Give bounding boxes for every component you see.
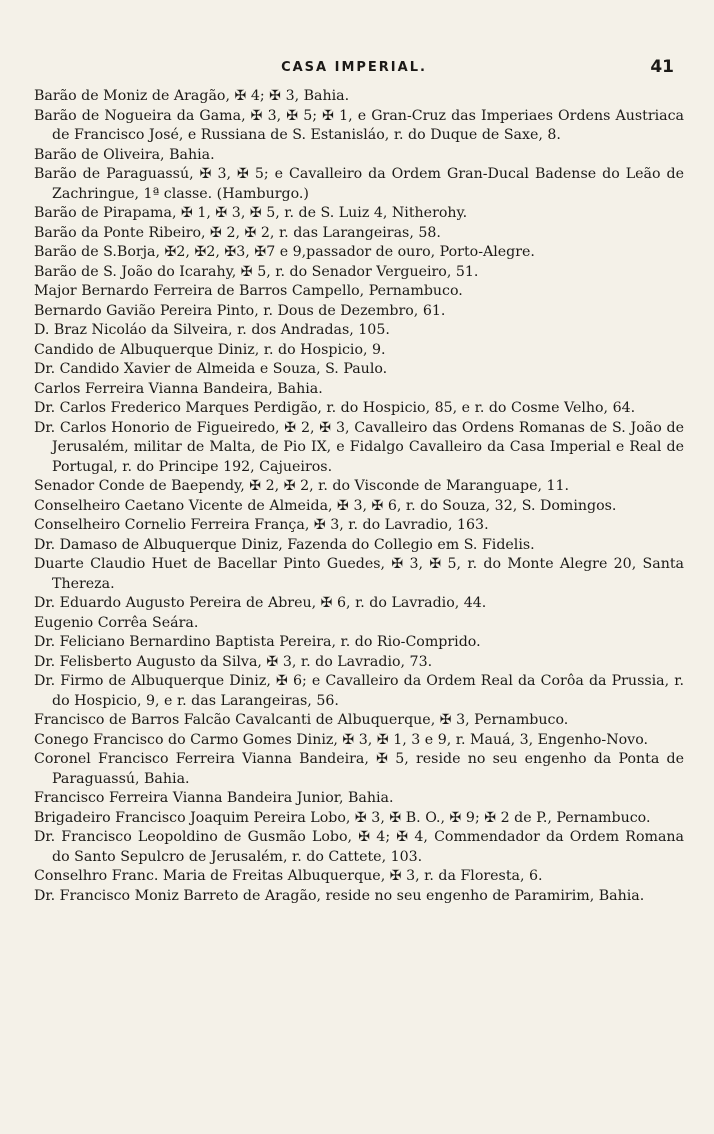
list-item: Dr. Felisberto Augusto da Silva, ✠ 3, r. do Lavradio, 73. xyxy=(34,653,433,670)
list-item: D. Braz Nicoláo da Silveira, r. dos Andradas, 105. xyxy=(34,322,390,338)
list-item: Conselhro Franc. Maria de Freitas Albuquerque, ✠ 3, r. da Floresta, 6. xyxy=(34,868,543,884)
list-item: Barão de Oliveira, Bahia. xyxy=(34,146,215,163)
list-item: Dr. Carlos Frederico Marques Perdigão, r. do Hospicio, 85, e r. do Cosme Velho, 64. xyxy=(34,400,636,416)
list-item: Brigadeiro Francisco Joaquim Pereira Lobo, ✠ 3, ✠ B. O., ✠ 9; ✠ 2 de P., Pernambuco. xyxy=(34,809,651,826)
list-item: Francisco de Barros Falcão Cavalcanti de Albuquerque, ✠ 3, Pernambuco. xyxy=(34,712,569,728)
page-number: 41 xyxy=(650,57,674,77)
list-item: Senador Conde de Baependy, ✠ 2, ✠ 2, r. do Visconde de Maranguape, 11. xyxy=(34,478,570,494)
list-item: Dr. Carlos Honorio de Figueiredo, ✠ 2, ✠ 3, Cavalleiro das Ordens Romanas de S. João de Jerusalém, militar de Malta, de Pio IX, e Fidalgo Cavalleiro da Casa Imperial e Real de Portugal, r. do Principe 192, Cajueiros. xyxy=(34,419,684,475)
list-item: Conselheiro Caetano Vicente de Almeida, ✠ 3, ✠ 6, r. do Souza, 32, S. Domingos. xyxy=(34,497,617,514)
list-item: Dr. Francisco Leopoldino de Gusmão Lobo, ✠ 4; ✠ 4, Commendador da Ordem Romana do Santo Sepulcro de Jerusalém, r. do Cattete, 103. xyxy=(34,829,684,865)
list-item: Barão da Ponte Ribeiro, ✠ 2, ✠ 2, r. das Larangeiras, 58. xyxy=(34,224,441,241)
list-item: Barão de Paraguassú, ✠ 3, ✠ 5; e Cavalleiro da Ordem Gran-Ducal Badense do Leão de Zachringue, 1ª classe. (Hamburgo.) xyxy=(34,166,684,202)
list-item: Carlos Ferreira Vianna Bandeira, Bahia. xyxy=(34,380,323,397)
list-item: Dr. Firmo de Albuquerque Diniz, ✠ 6; e Cavalleiro da Ordem Real da Corôa da Prussia, r. do Hospicio, 9, e r. das Larangeiras, 56. xyxy=(34,673,684,709)
list-item: Major Bernardo Ferreira de Barros Campello, Pernambuco. xyxy=(34,283,463,299)
list-item: Candido de Albuquerque Diniz, r. do Hospicio, 9. xyxy=(34,341,386,358)
list-item: Francisco Ferreira Vianna Bandeira Junior, Bahia. xyxy=(34,790,394,806)
list-item: Conego Francisco do Carmo Gomes Diniz, ✠ 3, ✠ 1, 3 e 9, r. Mauá, 3, Engenho-Novo. xyxy=(34,731,648,748)
entry-list xyxy=(34,87,684,906)
list-item: Barão de S.Borja, ✠2, ✠2, ✠3, ✠7 e 9,passador de ouro, Porto-Alegre. xyxy=(34,244,535,260)
list-item: Duarte Claudio Huet de Bacellar Pinto Guedes, ✠ 3, ✠ 5, r. do Monte Alegre 20, Santa Thereza. xyxy=(34,556,684,592)
list-item: Conselheiro Cornelio Ferreira França, ✠ 3, r. do Lavradio, 163. xyxy=(34,517,489,533)
list-item: Barão de Pirapama, ✠ 1, ✠ 3, ✠ 5, r. de S. Luiz 4, Nitherohy. xyxy=(34,205,468,221)
list-item: Dr. Eduardo Augusto Pereira de Abreu, ✠ 6, r. do Lavradio, 44. xyxy=(34,595,487,611)
page-title: CASA IMPERIAL. xyxy=(281,60,427,75)
page-header xyxy=(34,57,674,82)
list-item: Coronel Francisco Ferreira Vianna Bandeira, ✠ 5, reside no seu engenho da Ponta de Paraguassú, Bahia. xyxy=(34,751,684,787)
list-item: Barão de Nogueira da Gama, ✠ 3, ✠ 5; ✠ 1, e Gran-Cruz das Imperiaes Ordens Austriaca de Francisco José, e Russiana de S. Estanisláo, r. do Duque de Saxe, 8. xyxy=(34,107,684,143)
list-item: Dr. Damaso de Albuquerque Diniz, Fazenda do Collegio em S. Fidelis. xyxy=(34,536,535,553)
list-item: Eugenio Corrêa Seára. xyxy=(34,614,199,631)
list-item: Dr. Francisco Moniz Barreto de Aragão, reside no seu engenho de Paramirim, Bahia. xyxy=(34,887,645,904)
list-item: Barão de S. João do Icarahy, ✠ 5, r. do Senador Vergueiro, 51. xyxy=(34,263,479,280)
list-item: Bernardo Gavião Pereira Pinto, r. Dous de Dezembro, 61. xyxy=(34,302,446,319)
list-item: Barão de Moniz de Aragão, ✠ 4; ✠ 3, Bahia. xyxy=(34,88,350,104)
list-item: Dr. Feliciano Bernardino Baptista Pereira, r. do Rio-Comprido. xyxy=(34,634,481,650)
list-item: Dr. Candido Xavier de Almeida e Souza, S. Paulo. xyxy=(34,361,388,377)
